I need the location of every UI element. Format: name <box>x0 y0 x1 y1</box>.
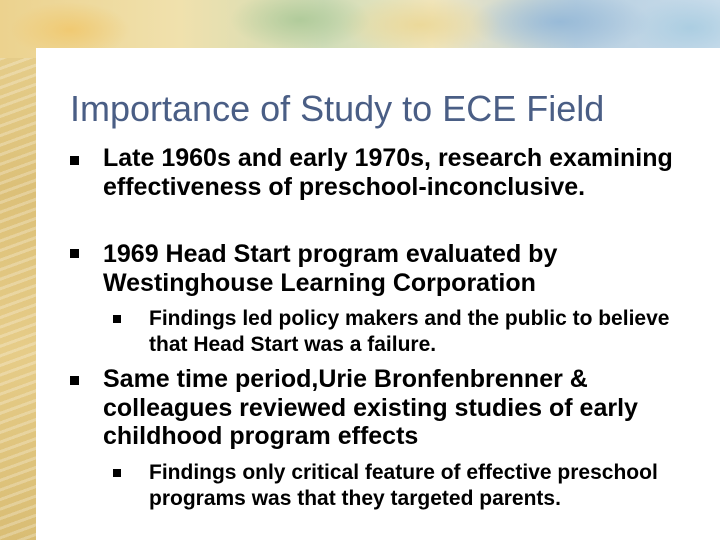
bullet-marker-icon <box>70 249 79 258</box>
bullet-item: Late 1960s and early 1970s, research examining effectiveness of preschool-inconclusive. <box>103 144 673 201</box>
sub-bullet-item: Findings only critical feature of effective preschool programs was that they targeted parents. <box>149 461 658 510</box>
bullet-marker-icon <box>70 376 79 385</box>
sub-bullet-marker-icon <box>113 469 121 477</box>
sub-bullet-item: Findings led policy makers and the public to believe that Head Start was a failure. <box>149 307 670 356</box>
slide-title: Importance of Study to ECE Field <box>70 88 605 129</box>
bullet-marker-icon <box>70 156 79 165</box>
bullet-item: Same time period,Urie Bronfenbrenner & colleagues reviewed existing studies of early childhood program effects <box>103 365 638 450</box>
sub-bullet-marker-icon <box>113 315 121 323</box>
bullet-item: 1969 Head Start program evaluated by Westinghouse Learning Corporation <box>103 240 558 297</box>
